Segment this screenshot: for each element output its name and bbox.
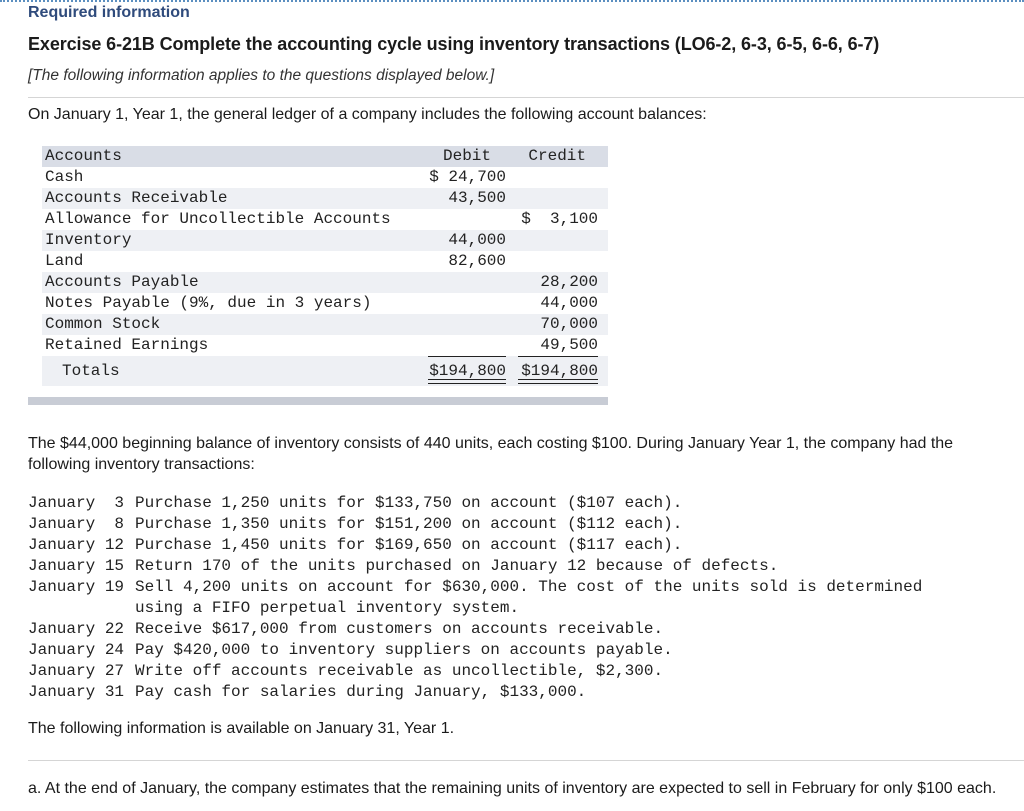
available-info-text: The following information is available on January 31, Year 1. <box>28 720 455 737</box>
transaction-item <box>28 535 955 556</box>
ledger-totals-row <box>42 356 608 386</box>
transaction-date: January 15 <box>28 557 125 575</box>
debit-value: $ 24,700 <box>429 168 506 186</box>
transaction-date: January 31 <box>28 683 125 701</box>
divider <box>28 97 1024 98</box>
credit-value: 70,000 <box>540 315 598 333</box>
credit-double-underline <box>518 379 598 384</box>
credit-value: 28,200 <box>540 273 598 291</box>
debit-value: 43,500 <box>448 189 506 207</box>
ledger-row <box>42 230 608 251</box>
header-debit: Debit <box>442 147 491 165</box>
ledger-row <box>42 167 608 188</box>
credit-value: $ 3,100 <box>521 210 598 228</box>
transaction-description: Sell 4,200 units on account for $630,000. The cost of the units sold is determined using a FIFO perpetual inventory system. <box>135 578 923 617</box>
transaction-description: Purchase 1,450 units for $169,650 on account ($117 each). <box>135 536 683 554</box>
account-name: Cash <box>45 168 84 186</box>
transaction-date: January 8 <box>28 515 125 533</box>
transaction-date: January 19 <box>28 578 125 596</box>
transaction-description: Return 170 of the units purchased on January 12 because of defects. <box>135 557 779 575</box>
totals-credit: $194,800 <box>521 362 598 380</box>
transaction-description: Purchase 1,350 units for $151,200 on account ($112 each). <box>135 515 683 533</box>
account-name: Notes Payable (9%, due in 3 years) <box>45 294 372 312</box>
debit-value: 44,000 <box>448 231 506 249</box>
transaction-description: Write off accounts receivable as uncollectible, $2,300. <box>135 662 664 680</box>
intro-text: On January 1, Year 1, the general ledger of a company includes the following account balances: <box>28 106 707 123</box>
account-name: Common Stock <box>45 315 161 333</box>
header-accounts: Accounts <box>45 147 122 165</box>
transaction-date: January 27 <box>28 662 125 680</box>
totals-debit: $194,800 <box>429 362 506 380</box>
ledger-row <box>42 209 608 230</box>
debit-value: 82,600 <box>448 252 506 270</box>
transaction-item <box>28 556 955 577</box>
ledger-row <box>42 335 608 356</box>
transaction-date: January 24 <box>28 641 125 659</box>
transaction-item <box>28 640 955 661</box>
transaction-date: January 3 <box>28 494 125 512</box>
transaction-list <box>28 493 955 703</box>
debit-double-underline <box>428 379 506 384</box>
transaction-item <box>28 619 955 640</box>
exercise-title: Exercise 6-21B Complete the accounting cycle using inventory transactions (LO6-2, 6-3, 6-5, 6-6, 6-7) <box>28 34 880 54</box>
info-note: [The following information applies to the questions displayed below.] <box>28 67 495 84</box>
header-credit: Credit <box>528 147 586 165</box>
inventory-paragraph: The $44,000 beginning balance of inventory consists of 440 units, each costing $100. During January Year 1, the company had the following inventory transactions: <box>28 435 954 473</box>
account-name: Retained Earnings <box>45 336 209 354</box>
account-name: Inventory <box>45 231 132 249</box>
account-name: Accounts Receivable <box>45 189 228 207</box>
totals-label: Totals <box>62 362 120 380</box>
transaction-date: January 12 <box>28 536 125 554</box>
required-information-label: Required information <box>28 4 190 21</box>
transaction-item <box>28 514 955 535</box>
ledger-row <box>42 272 608 293</box>
ledger-row <box>42 188 608 209</box>
transaction-description: Receive $617,000 from customers on accounts receivable. <box>135 620 664 638</box>
transaction-description: Pay $420,000 to inventory suppliers on accounts payable. <box>135 641 673 659</box>
transaction-item <box>28 682 955 703</box>
question-item-a: a. At the end of January, the company estimates that the remaining units of inventory are expected to sell in February for only $100 each. <box>28 780 997 797</box>
divider <box>28 760 1024 761</box>
account-name: Land <box>45 252 84 270</box>
transaction-date: January 22 <box>28 620 125 638</box>
transaction-item <box>28 577 955 619</box>
ledger-row <box>42 251 608 272</box>
transaction-description: Purchase 1,250 units for $133,750 on account ($107 each). <box>135 494 683 512</box>
table-bottom-bar <box>28 397 608 405</box>
transaction-item <box>28 493 955 514</box>
ledger-row <box>42 293 608 314</box>
account-name: Allowance for Uncollectible Accounts <box>45 210 391 228</box>
credit-value: 49,500 <box>540 336 598 354</box>
account-name: Accounts Payable <box>45 273 199 291</box>
transaction-description: Pay cash for salaries during January, $133,000. <box>135 683 587 701</box>
ledger-table <box>42 146 608 386</box>
transaction-item <box>28 661 955 682</box>
top-dotted-border <box>0 0 1024 2</box>
ledger-header-row <box>42 146 608 167</box>
ledger-row <box>42 314 608 335</box>
credit-value: 44,000 <box>540 294 598 312</box>
